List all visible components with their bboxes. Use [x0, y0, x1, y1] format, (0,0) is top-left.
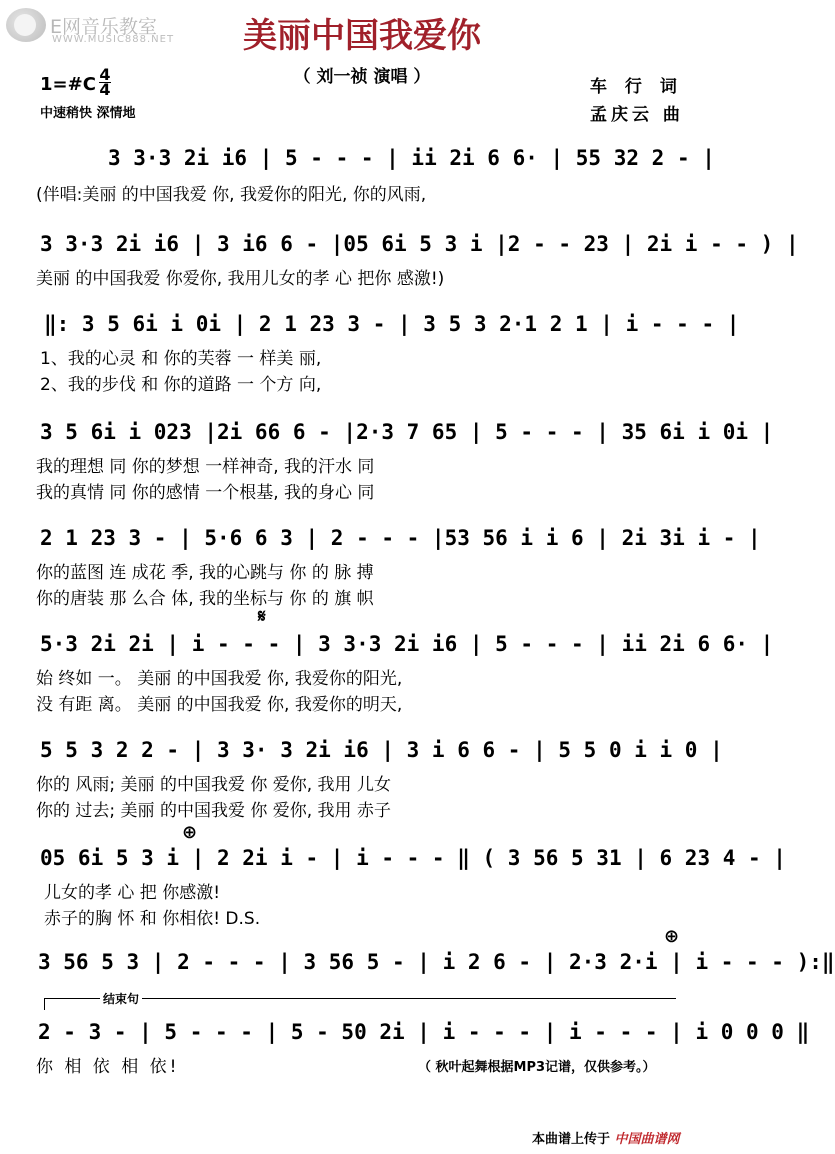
footer-upload-note — [532, 1128, 680, 1147]
lyricist-credit: 车 行 词 — [590, 77, 683, 97]
lyric-line: 1、我的心灵 和 你的芙蓉 一 样美 丽, — [40, 349, 322, 369]
key-signature: 1=#C — [40, 74, 96, 95]
lyric-line: 你的唐装 那 么合 体, 我的坐标与 你 的 旗 帜 — [36, 589, 374, 609]
footer-text: 本曲谱上传于 — [532, 1132, 611, 1147]
notation-row: 5 5 3 2 2 - | 3 3· 3 2i i6 | 3 i 6 6 - | 5 5 0 i i 0 | — [40, 738, 723, 762]
composer-credit: 孟庆云 曲 — [590, 105, 684, 125]
segno-icon: 𝄋 — [258, 606, 266, 627]
notation-row: 2 1 23 3 - | 5·6 6 3 | 2 - - - |53 56 i i 6 | 2i 3i i - | — [40, 526, 761, 550]
singer-credit: （ 刘一祯 演唱 ） — [293, 67, 431, 87]
lyric-line: 你的 过去; 美丽 的中国我爱 你 爱你, 我用 赤子 — [36, 801, 391, 821]
lyric-line: 我的理想 同 你的梦想 一样神奇, 我的汗水 同 — [36, 457, 375, 477]
lyric-line: 美丽 的中国我爱 你爱你, 我用儿女的孝 心 把你 感激!) — [36, 269, 445, 289]
notation-row: 5·3 2i 2i | i - - - | 3 3·3 2i i6 | 5 - - - | ii 2i 6 6· | — [40, 632, 774, 656]
watermark-url: WWW.MUSIC888.NET — [52, 34, 175, 45]
notation-row: 3 3·3 2i i6 | 5 - - - | ii 2i 6 6· | 55 32 2 - | — [108, 146, 715, 170]
coda-icon: ⊕ — [664, 926, 680, 947]
footer-site-logo: 中国曲谱网 — [614, 1132, 680, 1147]
transcription-note: （ 秋叶起舞根据MP3记谱，仅供参考。） — [418, 1060, 656, 1075]
lyric-line: 2、我的步伐 和 你的道路 一 个方 向, — [40, 375, 322, 395]
song-title: 美丽中国我爱你 — [243, 16, 481, 56]
notation-row: 3 5 6i i 023 |2i 66 6 - |2·3 7 65 | 5 - - - | 35 6i i 0i | — [40, 420, 774, 444]
lyric-line: 始 终如 一。 美丽 的中国我爱 你, 我爱你的阳光, — [36, 669, 403, 689]
lyric-line: 你 相 依 相 依! — [36, 1057, 180, 1077]
tempo-marking: 中速稍快 深情地 — [40, 106, 136, 121]
time-signature-top: 4 — [99, 65, 111, 84]
lyric-line: (伴唱:美丽 的中国我爱 你, 我爱你的阳光, 你的风雨, — [36, 185, 427, 205]
lyric-line: 你的蓝图 连 成花 季, 我的心跳与 你 的 脉 搏 — [36, 563, 374, 583]
time-signature-bottom: 4 — [99, 80, 111, 99]
watermark-name: E网音乐教室 — [50, 15, 158, 38]
notation-row: 05 6i 5 3 i | 2 2i i - | i - - - ‖ ( 3 56 5 31 | 6 23 4 - | — [40, 846, 786, 870]
lyric-line: 没 有距 离。 美丽 的中国我爱 你, 我爱你的明天, — [36, 695, 403, 715]
notation-row: 2 - 3 - | 5 - - - | 5 - 50 2i | i - - - | i - - - | i 0 0 0 ‖ — [38, 1020, 810, 1044]
ending-label: 结束句 — [100, 990, 142, 1007]
lyric-line: 儿女的孝 心 把 你感激! — [44, 883, 221, 903]
ending-bracket-end — [44, 998, 45, 1010]
coda-icon: ⊕ — [182, 822, 198, 843]
lyric-line: 你的 风雨; 美丽 的中国我爱 你 爱你, 我用 儿女 — [36, 775, 391, 795]
notation-row: ‖: 3 5 6i i 0i | 2 1 23 3 - | 3 5 3 2·1 2 1 | i - - - | — [44, 312, 740, 336]
time-signature — [99, 65, 111, 99]
notation-row: 3 3·3 2i i6 | 3 i6 6 - |05 6i 5 3 i |2 - - 23 | 2i i - - ) | — [40, 232, 799, 256]
notation-row: 3 56 5 3 | 2 - - - | 3 56 5 - | i 2 6 - | 2·3 2·i | i - - - ):‖ — [38, 950, 835, 974]
lyric-line: 赤子的胸 怀 和 你相依! D.S. — [44, 909, 261, 929]
lyric-line: 我的真情 同 你的感情 一个根基, 我的身心 同 — [36, 483, 375, 503]
